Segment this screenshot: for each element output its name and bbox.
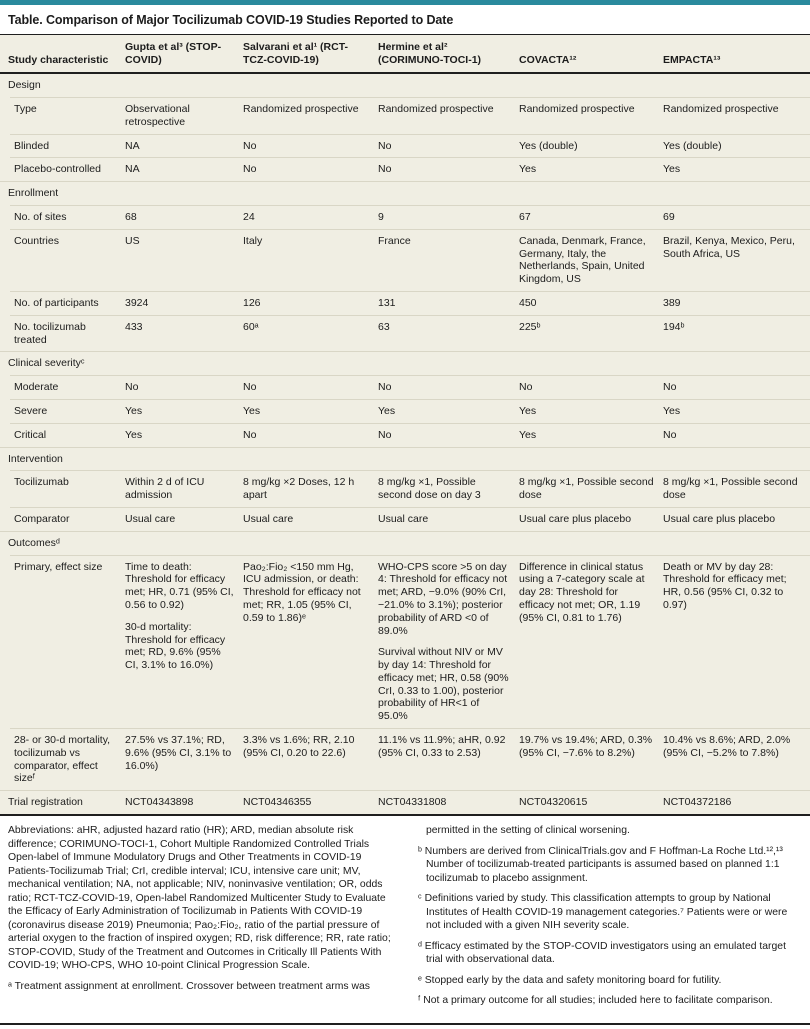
cell-paragraph: 8 mg/kg ×1, Possible second dose <box>519 476 654 502</box>
cell-paragraph: 27.5% vs 37.1%; RD, 9.6% (95% CI, 3.1% to 16.0%) <box>125 734 232 772</box>
footnote: ᵈ Efficacy estimated by the STOP-COVID investigators using an emulated target trial with observational data. <box>418 940 786 966</box>
column-header-hermine: Hermine et al² (CORIMUNO-TOCI-1) <box>378 35 519 74</box>
footnote: ᵃ Treatment assignment at enrollment. Crossover between treatment arms was <box>8 980 370 992</box>
data-cell <box>519 291 663 315</box>
data-cell <box>125 134 243 158</box>
data-cell <box>663 790 810 814</box>
data-cell <box>519 375 663 399</box>
data-cell <box>663 315 810 352</box>
row-label: No. of participants <box>0 291 125 315</box>
data-cell <box>125 790 243 814</box>
cell-paragraph: 67 <box>519 210 531 223</box>
cell-paragraph: 194ᵇ <box>663 320 685 333</box>
data-cell <box>125 205 243 229</box>
cell-paragraph: 8 mg/kg ×1, Possible second dose on day 3 <box>378 476 481 502</box>
cell-paragraph: No <box>243 139 257 152</box>
cell-paragraph: No <box>378 139 392 152</box>
footnote: ᵉ Stopped early by the data and safety monitoring board for futility. <box>418 974 722 986</box>
table-row <box>0 728 810 790</box>
cell-paragraph: 8 mg/kg ×2 Doses, 12 h apart <box>243 476 355 502</box>
data-cell <box>663 399 810 423</box>
data-cell <box>378 399 519 423</box>
cell-paragraph: 450 <box>519 296 537 309</box>
data-cell <box>519 205 663 229</box>
row-label: Trial registration <box>0 790 125 814</box>
footnotes <box>0 816 810 1019</box>
cell-paragraph: Usual care plus placebo <box>663 512 776 525</box>
cell-paragraph: 3.3% vs 1.6%; RR, 2.10 (95% CI, 0.20 to 22.6) <box>243 734 355 759</box>
data-cell <box>243 315 378 352</box>
data-cell <box>243 399 378 423</box>
table-row <box>0 470 810 507</box>
column-header-gupta: Gupta et al³ (STOP-COVID) <box>125 35 243 74</box>
footnotes-left <box>8 824 396 1015</box>
data-cell <box>125 728 243 790</box>
footnote: ᶠ Not a primary outcome for all studies; included here to facilitate comparison. <box>418 995 773 1007</box>
cell-paragraph: France <box>378 234 411 247</box>
data-cell <box>663 205 810 229</box>
cell-paragraph: NCT04343898 <box>125 796 194 809</box>
data-cell <box>378 470 519 507</box>
cell-paragraph: 3924 <box>125 296 149 309</box>
table-header <box>0 35 810 74</box>
cell-paragraph: NCT04331808 <box>378 796 447 809</box>
table-row <box>0 790 810 814</box>
section-label: Intervention <box>0 447 810 471</box>
cell-paragraph: Yes <box>125 404 143 417</box>
data-cell <box>125 157 243 181</box>
cell-paragraph: NCT04320615 <box>519 796 588 809</box>
table-row <box>0 229 810 291</box>
data-cell <box>378 315 519 352</box>
data-cell <box>663 470 810 507</box>
data-cell <box>663 97 810 134</box>
cell-paragraph: No <box>243 381 257 394</box>
data-cell <box>125 291 243 315</box>
data-cell <box>519 399 663 423</box>
cell-paragraph: 126 <box>243 296 261 309</box>
cell-paragraph: 11.1% vs 11.9%; aHR, 0.92 (95% CI, 0.33 to 2.53) <box>378 734 506 759</box>
cell-paragraph: Yes <box>519 428 537 441</box>
column-header-study-characteristic: Study characteristic <box>0 35 125 74</box>
footnote: ᶜ Definitions varied by study. This classification attempts to group by National Institutes of Health COVID-19 management categories.⁷ Patients were or were not included with a given NIH severity scale. <box>418 893 788 932</box>
data-cell <box>378 507 519 531</box>
cell-paragraph: NA <box>125 139 140 152</box>
cell-paragraph: 389 <box>663 296 681 309</box>
cell-paragraph: No <box>378 428 392 441</box>
cell-paragraph: WHO-CPS score >5 on day 4: Threshold for efficacy not met; ARD, −9.0% (90% CrI, −21.0% to 3.1%); posterior probability of ARD <0 of 89.0% <box>378 560 508 637</box>
cell-paragraph: 131 <box>378 296 396 309</box>
footnotes-right <box>418 824 802 1015</box>
data-cell <box>243 97 378 134</box>
row-label: Comparator <box>0 507 125 531</box>
cell-paragraph: No <box>125 381 139 394</box>
cell-paragraph: Yes <box>519 404 537 417</box>
row-label: No. tocilizumab treated <box>0 315 125 352</box>
cell-paragraph: 60ᵃ <box>243 320 259 333</box>
section-row <box>0 531 810 555</box>
data-cell <box>243 507 378 531</box>
data-cell <box>243 157 378 181</box>
cell-paragraph: Time to death: Threshold for efficacy met; HR, 0.71 (95% CI, 0.56 to 0.92) <box>125 560 234 611</box>
data-cell <box>663 375 810 399</box>
row-label: Type <box>0 97 125 134</box>
column-header-covacta: COVACTA¹² <box>519 35 663 74</box>
cell-paragraph: Pao₂:Fio₂ <150 mm Hg, ICU admission, or death: Threshold for efficacy not met; RR, 1.05 (95% CI, 0.59 to 1.86)ᵉ <box>243 560 361 624</box>
data-cell <box>378 375 519 399</box>
row-label: Countries <box>0 229 125 291</box>
table-row <box>0 507 810 531</box>
cell-paragraph: Usual care plus placebo <box>519 512 632 525</box>
cell-paragraph: 10.4% vs 8.6%; ARD, 2.0% (95% CI, −5.2% to 7.8%) <box>663 734 791 759</box>
data-cell <box>378 423 519 447</box>
data-cell <box>125 315 243 352</box>
table-row <box>0 375 810 399</box>
data-cell <box>663 134 810 158</box>
data-cell <box>519 790 663 814</box>
data-cell <box>663 423 810 447</box>
data-cell <box>243 728 378 790</box>
cell-paragraph: Italy <box>243 234 263 247</box>
cell-paragraph: Survival without NIV or MV by day 14: Threshold for efficacy met; HR, 0.58 (90% CrI, 0.33 to 1.00), posterior probability of HR<1 of 95.0% <box>378 646 509 723</box>
cell-paragraph: No <box>243 428 257 441</box>
section-label: Outcomesᵈ <box>0 531 810 555</box>
cell-paragraph: No <box>243 163 257 176</box>
data-cell <box>519 134 663 158</box>
data-cell <box>519 97 663 134</box>
data-cell <box>663 555 810 729</box>
data-cell <box>125 97 243 134</box>
cell-paragraph: Randomized prospective <box>519 102 635 115</box>
cell-paragraph: 19.7% vs 19.4%; ARD, 0.3% (95% CI, −7.6% to 8.2%) <box>519 734 653 759</box>
section-row <box>0 351 810 375</box>
table-row <box>0 134 810 158</box>
data-cell <box>519 507 663 531</box>
cell-paragraph: NCT04346355 <box>243 796 312 809</box>
cell-paragraph: No <box>663 428 677 441</box>
cell-paragraph: Yes <box>519 163 537 176</box>
table-row <box>0 315 810 352</box>
cell-paragraph: 225ᵇ <box>519 320 541 333</box>
data-cell <box>125 229 243 291</box>
cell-paragraph: 433 <box>125 320 143 333</box>
data-cell <box>378 205 519 229</box>
row-label: No. of sites <box>0 205 125 229</box>
data-cell <box>663 507 810 531</box>
row-label: Moderate <box>0 375 125 399</box>
data-cell <box>243 555 378 729</box>
data-cell <box>519 555 663 729</box>
section-row <box>0 74 810 97</box>
data-cell <box>243 375 378 399</box>
data-cell <box>243 134 378 158</box>
data-cell <box>378 97 519 134</box>
data-cell <box>663 291 810 315</box>
data-cell <box>125 470 243 507</box>
data-cell <box>519 157 663 181</box>
cell-paragraph: Randomized prospective <box>663 102 779 115</box>
cell-paragraph: Within 2 d of ICU admission <box>125 476 205 502</box>
data-cell <box>378 229 519 291</box>
table-row <box>0 205 810 229</box>
row-label: Severe <box>0 399 125 423</box>
footnote: Abbreviations: aHR, adjusted hazard ratio (HR); ARD, median absolute risk difference; CORIMUNO-TOCI-1, Cohort Multiple Randomized Controlled Trials Open-label of Immune Modulatory Drugs and Other Treatments in COVID-19 Patients-Tocilizumab Trial; CrI, credible interval; ICU, intensive care unit; MV, mechanical ventilation; NA, not applicable; NIV, noninvasive ventilation; OR, odds ratio; RCT-TCZ-COVID-19, Open-label Randomized Multicenter Study to Evaluate the Efficacy of Early Administration of Tocilizumab in Patients With COVID-19 (coronavirus disease 2019) Pneumonia; Pao₂:Fio₂, ratio of the partial pressure of arterial oxygen to the fraction of inspired oxygen; RD, risk difference; RR, rate ratio; STOP-COVID, Study of the Treatment and Outcomes in Critically Ill Patients With COVID-19; WHO-CPS, WHO 10-point Clinical Progression Scale. <box>8 825 391 972</box>
cell-paragraph: Yes <box>663 163 681 176</box>
data-cell <box>125 507 243 531</box>
row-label: Blinded <box>0 134 125 158</box>
cell-paragraph: NA <box>125 163 140 176</box>
data-cell <box>125 375 243 399</box>
column-header-salvarani: Salvarani et al¹ (RCT-TCZ-COVID-19) <box>243 35 378 74</box>
data-cell <box>125 399 243 423</box>
section-row <box>0 181 810 205</box>
cell-paragraph: 69 <box>663 210 675 223</box>
row-label: Primary, effect size <box>0 555 125 729</box>
table-body <box>0 74 810 814</box>
cell-paragraph: Death or MV by day 28: Threshold for efficacy met; HR, 0.56 (95% CI, 0.32 to 0.97) <box>663 560 787 611</box>
cell-paragraph: NCT04372186 <box>663 796 732 809</box>
table-row <box>0 97 810 134</box>
table-row <box>0 157 810 181</box>
cell-paragraph: 63 <box>378 320 390 333</box>
data-cell <box>243 423 378 447</box>
data-cell <box>519 423 663 447</box>
data-cell <box>519 470 663 507</box>
cell-paragraph: Usual care <box>378 512 429 525</box>
data-cell <box>125 555 243 729</box>
cell-paragraph: 30-d mortality: Threshold for efficacy met; RD, 9.6% (95% CI, 3.1% to 16.0%) <box>125 620 226 672</box>
cell-paragraph: Yes (double) <box>663 139 722 152</box>
data-cell <box>519 728 663 790</box>
cell-paragraph: Brazil, Kenya, Mexico, Peru, South Africa, US <box>663 234 795 260</box>
cell-paragraph: Observational retrospective <box>125 102 190 128</box>
data-cell <box>243 470 378 507</box>
table-title: Table. Comparison of Major Tocilizumab COVID-19 Studies Reported to Date <box>0 5 810 34</box>
data-cell <box>378 790 519 814</box>
row-label: Critical <box>0 423 125 447</box>
data-cell <box>243 291 378 315</box>
data-cell <box>663 229 810 291</box>
footnote: ᵇ Numbers are derived from ClinicalTrials.gov and F Hoffman-La Roche Ltd.¹²,¹³ Number of tocilizumab-treated participants is assumed based on planned 1:1 tocilizumab to placebo assignment. <box>418 845 783 884</box>
cell-paragraph: US <box>125 234 140 247</box>
section-label: Enrollment <box>0 181 810 205</box>
cell-paragraph: Canada, Denmark, France, Germany, Italy, the Netherlands, Spain, United Kingdom, US <box>519 234 646 286</box>
cell-paragraph: Difference in clinical status using a 7-category scale at day 28: Threshold for efficacy not met; OR, 1.19 (95% CI, 0.81 to 1.76) <box>519 560 645 624</box>
table-row <box>0 423 810 447</box>
data-cell <box>378 728 519 790</box>
data-cell <box>243 229 378 291</box>
data-cell <box>378 555 519 729</box>
data-cell <box>519 315 663 352</box>
cell-paragraph: No <box>378 163 392 176</box>
cell-paragraph: Yes <box>243 404 261 417</box>
cell-paragraph: 68 <box>125 210 137 223</box>
cell-paragraph: Yes <box>378 404 396 417</box>
footnote: permitted in the setting of clinical worsening. <box>426 825 630 837</box>
row-label: 28- or 30-d mortality, tocilizumab vs comparator, effect sizeᶠ <box>0 728 125 790</box>
data-cell <box>663 728 810 790</box>
cell-paragraph: No <box>663 381 677 394</box>
row-label: Placebo-controlled <box>0 157 125 181</box>
column-header-empacta: EMPACTA¹³ <box>663 35 810 74</box>
data-cell <box>663 157 810 181</box>
cell-paragraph: No <box>519 381 533 394</box>
row-label: Tocilizumab <box>0 470 125 507</box>
data-cell <box>243 790 378 814</box>
cell-paragraph: Yes <box>125 428 143 441</box>
data-cell <box>378 134 519 158</box>
cell-paragraph: No <box>378 381 392 394</box>
section-label: Design <box>8 79 41 92</box>
cell-paragraph: Yes (double) <box>519 139 578 152</box>
cell-paragraph: Yes <box>663 404 681 417</box>
table-row <box>0 291 810 315</box>
data-cell <box>243 205 378 229</box>
data-cell <box>125 423 243 447</box>
data-cell <box>519 229 663 291</box>
cell-paragraph: Randomized prospective <box>243 102 359 115</box>
table-row <box>0 399 810 423</box>
table-row <box>0 555 810 729</box>
header-row <box>0 35 810 74</box>
cell-paragraph: Usual care <box>243 512 294 525</box>
data-cell <box>378 291 519 315</box>
comparison-table <box>0 34 810 816</box>
cell-paragraph: Randomized prospective <box>378 102 494 115</box>
data-cell <box>378 157 519 181</box>
cell-paragraph: 8 mg/kg ×1, Possible second dose <box>663 476 798 502</box>
cell-paragraph: Usual care <box>125 512 176 525</box>
section-row <box>0 447 810 471</box>
section-label: Clinical severityᶜ <box>0 351 810 375</box>
bottom-rule <box>0 1023 810 1029</box>
cell-paragraph: 24 <box>243 210 255 223</box>
cell-paragraph: 9 <box>378 210 384 223</box>
